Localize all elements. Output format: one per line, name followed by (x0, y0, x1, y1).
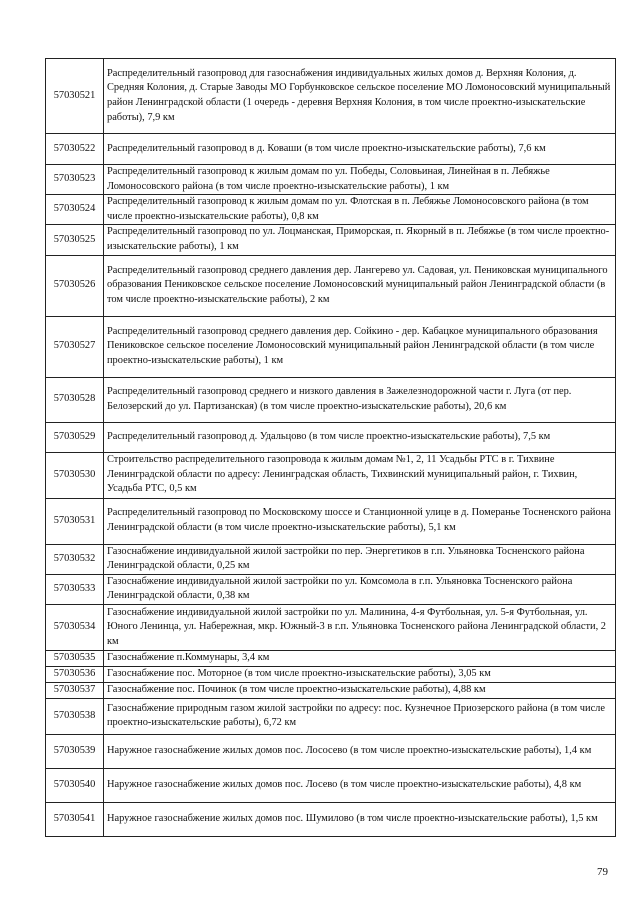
object-code: 57030534 (46, 604, 104, 650)
table-row (46, 225, 616, 255)
table-row (46, 165, 616, 195)
object-description: Распределительный газопровод среднего давления дер. Лангерево ул. Садовая, ул. Пениковская муниципального образования Пениковское сельское поселение Ломоносовский муниципальный район Ленинградской области (в том числе проектно-изыскательские работы), 2 км (104, 255, 616, 316)
table-row (46, 698, 616, 734)
table-row (46, 650, 616, 666)
object-description: Распределительный газопровод среднего давления дер. Сойкино - дер. Кабацкое муниципального образования Пениковское сельское поселение Ломоносовский муниципальный район Ленинградской области (в том числе проектно-изыскательские работы), 1 км (104, 316, 616, 377)
table-row (46, 377, 616, 422)
object-description: Распределительный газопровод для газоснабжения индивидуальных жилых домов д. Верхняя Колония, д. Средняя Колония, д. Старые Заводы МО Горбунковское сельское поселение МО Ломоносовский муниципальный район Ленинградской области (1 очередь - деревня Верхняя Колония, в том числе проектно-изыскательские работы), 7,9 км (104, 59, 616, 134)
object-description: Газоснабжение индивидуальной жилой застройки по ул. Малинина, 4-я Футбольная, ул. 5-я Футбольная, ул. Юного Ленинца, ул. Набережная, мкр. Южный-3 в г.п. Ульяновка Тосненского района Ленинградской области, 2 км (104, 604, 616, 650)
object-code: 57030532 (46, 544, 104, 574)
object-code: 57030541 (46, 802, 104, 836)
objects-table-body (46, 59, 616, 837)
object-description: Распределительный газопровод по Московскому шоссе и Станционной улице в д. Померанье Тосненского района Ленинградской области (в том числе проектно-изыскательские работы), 5,1 км (104, 498, 616, 544)
object-code: 57030538 (46, 698, 104, 734)
object-description: Газоснабжение природным газом жилой застройки по адресу: пос. Кузнечное Приозерского района (в том числе проектно-изыскательские работы), 6,72 км (104, 698, 616, 734)
object-code: 57030533 (46, 574, 104, 604)
object-code: 57030526 (46, 255, 104, 316)
object-description: Наружное газоснабжение жилых домов пос. Лососево (в том числе проектно-изыскательские работы), 1,4 км (104, 734, 616, 768)
object-code: 57030523 (46, 165, 104, 195)
object-description: Распределительный газопровод в д. Коваши (в том числе проектно-изыскательские работы), 7,6 км (104, 134, 616, 165)
object-code: 57030525 (46, 225, 104, 255)
object-code: 57030527 (46, 316, 104, 377)
object-code: 57030529 (46, 422, 104, 452)
object-description: Распределительный газопровод д. Удальцово (в том числе проектно-изыскательские работы), 7,5 км (104, 422, 616, 452)
table-row (46, 734, 616, 768)
object-code: 57030524 (46, 195, 104, 225)
object-code: 57030535 (46, 650, 104, 666)
table-row (46, 768, 616, 802)
object-description: Газоснабжение п.Коммунары, 3,4 км (104, 650, 616, 666)
table-row (46, 452, 616, 498)
table-row (46, 255, 616, 316)
object-code: 57030537 (46, 682, 104, 698)
object-description: Газоснабжение пос. Починок (в том числе проектно-изыскательские работы), 4,88 км (104, 682, 616, 698)
object-description: Наружное газоснабжение жилых домов пос. Шумилово (в том числе проектно-изыскательские работы), 1,5 км (104, 802, 616, 836)
object-description: Строительство распределительного газопровода к жилым домам №1, 2, 11 Усадьбы РТС в г. Тихвине Ленинградской области по адресу: Ленинградская область, Тихвинский муниципальный район, г. Тихвин, Усадьба РТС, 0,5 км (104, 452, 616, 498)
table-row (46, 802, 616, 836)
object-code: 57030522 (46, 134, 104, 165)
table-row (46, 59, 616, 134)
object-code: 57030536 (46, 666, 104, 682)
table-row (46, 498, 616, 544)
object-description: Распределительный газопровод среднего и низкого давления в Зажелезнодорожной части г. Луга (от пер. Белозерский до ул. Партизанская) (в том числе проектно-изыскательские работы), 20,6 км (104, 377, 616, 422)
table-row (46, 422, 616, 452)
object-code: 57030528 (46, 377, 104, 422)
object-description: Распределительный газопровод к жилым домам по ул. Победы, Соловьиная, Линейная в п. Лебяжье Ломоносовского района (в том числе проектно-изыскательские работы), 1 км (104, 165, 616, 195)
object-code: 57030521 (46, 59, 104, 134)
object-code: 57030530 (46, 452, 104, 498)
object-description: Газоснабжение индивидуальной жилой застройки по ул. Комсомола в г.п. Ульяновка Тосненского района Ленинградской области, 0,38 км (104, 574, 616, 604)
object-description: Распределительный газопровод к жилым домам по ул. Флотская в п. Лебяжье Ломоносовского района (в том числе проектно-изыскательские работы), 0,8 км (104, 195, 616, 225)
object-description: Распределительный газопровод по ул. Лоцманская, Приморская, п. Якорный в п. Лебяжье (в том числе проектно-изыскательские работы), 1 км (104, 225, 616, 255)
object-code: 57030539 (46, 734, 104, 768)
object-description: Наружное газоснабжение жилых домов пос. Лосево (в том числе проектно-изыскательские работы), 4,8 км (104, 768, 616, 802)
page-number: 79 (597, 866, 608, 878)
object-code: 57030531 (46, 498, 104, 544)
table-row (46, 544, 616, 574)
table-row (46, 316, 616, 377)
object-description: Газоснабжение пос. Моторное (в том числе проектно-изыскательские работы), 3,05 км (104, 666, 616, 682)
table-row (46, 134, 616, 165)
table-row (46, 604, 616, 650)
objects-table (45, 58, 616, 837)
table-row (46, 195, 616, 225)
table-row (46, 682, 616, 698)
table-row (46, 574, 616, 604)
table-row (46, 666, 616, 682)
object-code: 57030540 (46, 768, 104, 802)
object-description: Газоснабжение индивидуальной жилой застройки по пер. Энергетиков в г.п. Ульяновка Тосненского района Ленинградской области, 0,25 км (104, 544, 616, 574)
